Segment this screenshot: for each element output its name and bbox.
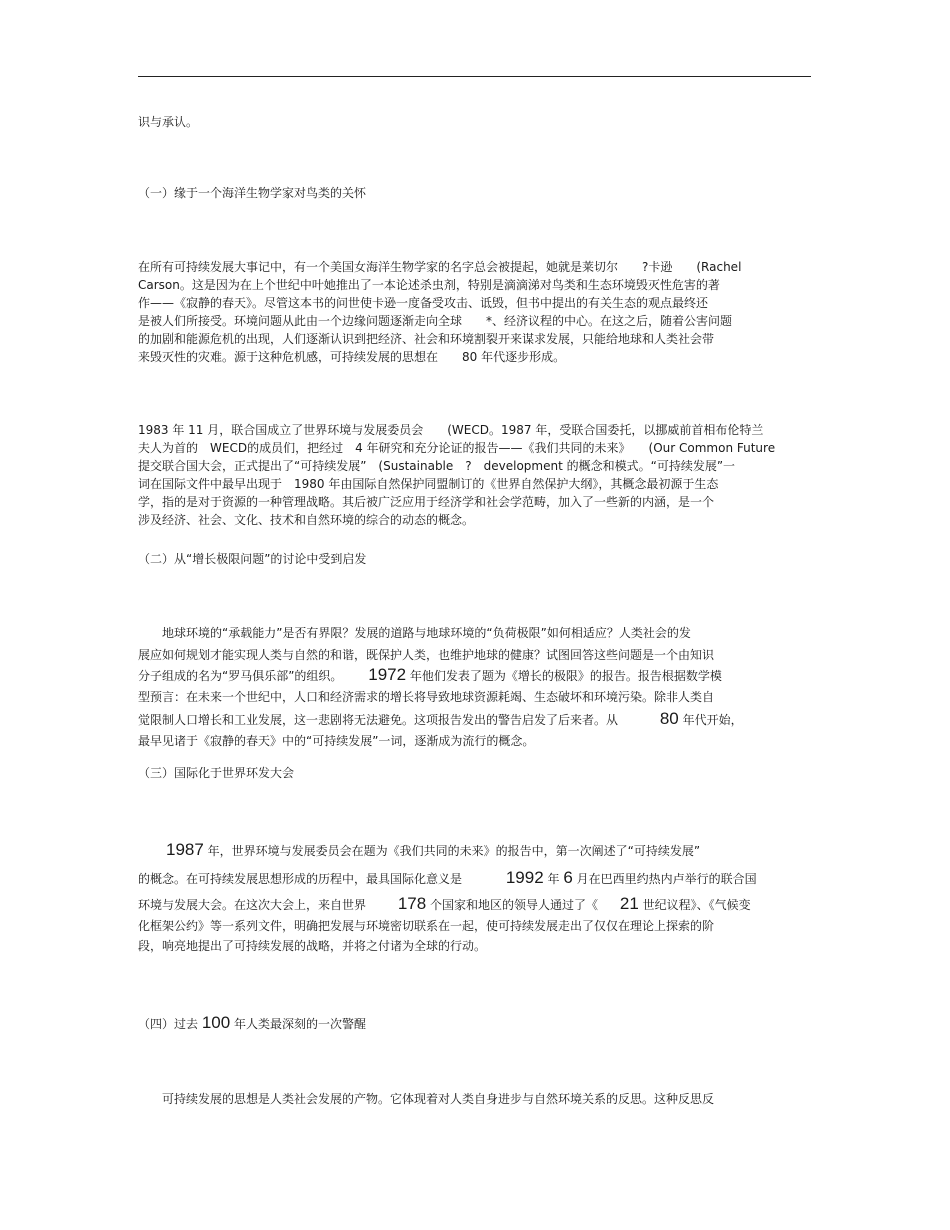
text-span: 年他们发表了题为《增长的极限》的报告。报告根据数学模 [409,669,722,683]
text-span: （四）过去 [138,1017,199,1031]
text-line: 的加剧和能源危机的出现，人们逐渐认识到把经济、社会和环境割裂开来谋求发展，只能给地球和人类社会带 [138,332,715,346]
country-count: 178 [397,894,427,913]
intro-tail: 识与承认。 [138,115,199,129]
text-line: 在所有可持续发展大事记中，有一个美国女海洋生物学家的名字总会被提起，她就是莱切尔 ?卡逊 (Rachel [138,260,742,274]
text-line: 词在国际文件中最早出现于 1980 年由国际自然保护同盟制订的《世界自然保护大纲》，其概念最初源于生态 [138,477,719,491]
text-span: 年代开始， [682,713,743,727]
text-span: 年 [547,872,560,886]
text-line: 化框架公约》等一系列文件，明确把发展与环境密切联系在一起，使可持续发展走出了仅仅在理论上探索的阶 [138,919,715,933]
text-line [138,665,722,684]
text-line: 来毁灭性的灾难。源于这种危机感，可持续发展的思想在 80 年代逐步形成。 [138,350,566,364]
section-4-text-line: 可持续发展的思想是人类社会发展的产物。它体现着对人类自身进步与自然环境关系的反思。这种反思反 [138,1092,715,1106]
section-4-heading [138,1013,367,1032]
years-number: 100 [201,1013,231,1032]
text-line [166,840,701,859]
header-rule [138,76,811,77]
century-number: 21 [619,894,639,913]
year-number: 1992 [505,868,544,887]
section-1-heading: （一）缘于一个海洋生物学家对鸟类的关怀 [138,186,367,200]
text-line: 1983 年 11 月，联合国成立了世界环境与发展委员会 (WECD。1987 年，受联合国委托，以挪威前首相布伦特兰 [138,423,764,437]
text-span: 的概念。在可持续发展思想形成的历程中，最具国际化意义是 [138,872,463,886]
text-line: Carson。这是因为在上个世纪中叶她推出了一本论述杀虫剂，特别是滴滴涕对鸟类和生态环境毁灭性危害的著 [138,278,720,292]
text-line: 展应如何规划才能实现人类与自然的和谐，既保护人类，也维护地球的健康？试图回答这些问题是一个由知识 [138,648,715,662]
section-2-heading: （二）从“增长极限问题”的讨论中受到启发 [138,552,367,566]
decade-number: 80 [659,709,679,728]
text-line: 作——《寂静的春天》。尽管这本书的问世使卡逊一度备受攻击、诋毁，但书中提出的有关生态的观点最终还 [138,296,709,310]
text-span: 世纪议程》、《气候变 [642,898,751,912]
text-line: 是被人们所接受。环境问题从此由一个边缘问题逐渐走向全球 *、经济议程的中心。在这之后，随着公害问题 [138,314,733,328]
text-span: 年人类最深刻的一次警醒 [234,1017,367,1031]
text-line [138,894,751,913]
text-line: 最早见诸于《寂静的春天》中的“可持续发展”一词，逐渐成为流行的概念。 [138,734,535,748]
month-number: 6 [563,868,573,887]
section-3-heading: （三）国际化于世界环发大会 [138,766,295,780]
text-line: 地球环境的“承载能力”是否有界限？发展的道路与地球环境的“负荷极限”如何相适应？人类社会的发 [138,626,691,640]
text-line: 涉及经济、社会、文化、技术和自然环境的综合的动态的概念。 [138,513,475,527]
text-line [138,709,743,728]
text-line: 夫人为首的 WECD的成员们，把经过 4 年研究和充分论证的报告——《我们共同的未来》 (Our Common Future [138,441,776,455]
text-span: 月在巴西里约热内卢举行的联合国 [576,872,757,886]
text-line [138,868,757,887]
text-span: 分子组成的名为“罗马俱乐部”的组织。 [138,669,343,683]
text-line: 型预言：在未来一个世纪中，人口和经济需求的增长将导致地球资源耗竭、生态破坏和环境污染。除非人类自 [138,690,715,704]
text-line: 段，响亮地提出了可持续发展的战略，并将之付诸为全球的行动。 [138,939,487,953]
text-span: 个国家和地区的领导人通过了《 [430,898,599,912]
text-line: 提交联合国大会，正式提出了“可持续发展” (Sustainable ? development 的概念和模式。“可持续发展”一 [138,459,736,473]
year-number: 1987 [166,840,204,859]
text-line: 学，指的是对于资源的一种管理战略。其后被广泛应用于经济学和社会学范畴，加入了一些新的内涵，是一个 [138,495,715,509]
text-span: 年，世界环境与发展委员会在题为《我们共同的未来》的报告中，第一次阐述了“可持续发展” [207,844,701,858]
year-number: 1972 [368,665,407,684]
text-span: 环境与发展大会。在这次大会上，来自世界 [138,898,367,912]
text-span: 觉限制人口增长和工业发展，这一悲剧将无法避免。这项报告发出的警告启发了后来者。从 [138,713,619,727]
